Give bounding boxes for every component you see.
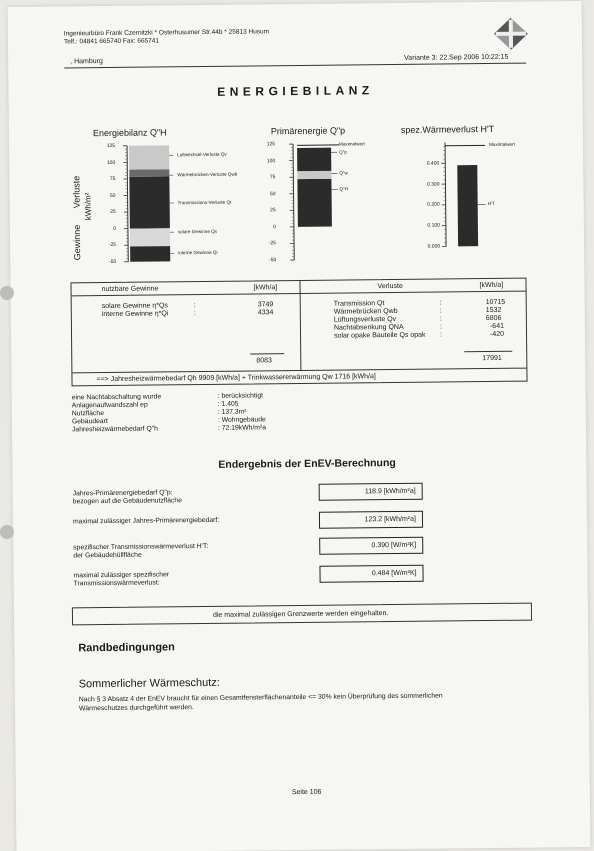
qp-series-label: Q"H [339,186,349,192]
bar-luftwechsel-verluste [129,145,169,169]
compliance-text: die maximal zulässigen Grenzwerte werden eingehalten. [212,610,389,619]
bar-qp [297,148,331,172]
info-label: Anlagenaufwandszahl ep [71,401,148,410]
qh-tick-label: 75 [109,176,116,183]
info-label: eine Nachtabschaltung wurde [71,393,162,402]
qp-series-label: Maximalwert [339,141,365,147]
gain-value: 3749 [257,301,274,309]
chart-qh-yaxis-unit: kWh/m² [83,192,93,221]
chart-qh-yaxis-bottom: Gewinne [71,224,83,261]
info-value: : Wohngebäude [217,416,266,424]
chart-qp-title: Primärenergie Q"p [270,125,346,137]
loss-sep: : [439,323,442,331]
loss-label: Transmission Qt [333,300,385,308]
loss-value: 6806 [485,314,502,323]
qh-series-label: Transmissions-Verluste Qt [177,199,232,205]
qp-tick-label: 125 [266,141,276,148]
table-footer: ==> Jahresheizwärmebedarf Qh 9909 [kWh/a] + Trinkwassererwärmung Qw 1716 [kWh/a] [96,373,376,384]
gain-label: interne Gewinne η*Qi [101,310,169,319]
ht-tick-label: 0.300 [426,181,440,188]
bar-interne-gewinne [130,246,170,262]
info-value: : 1.405 [217,400,239,408]
table-divider [299,281,301,370]
chart-qh-title: Energiebilanz Q"H [92,127,167,139]
document-page [8,1,591,851]
bar-ht [457,165,478,246]
qp-tick-label: -25 [268,240,277,247]
header-address: Ingenieurbüro Frank Czernitzki * Osterhusumer Str.44b * 25813 Husum [63,28,270,38]
info-value: : 137.3m² [217,408,247,416]
losses-sum-rule [464,351,512,353]
qp-tick-label: 25 [270,207,276,214]
qp-series-label: Q"w [339,170,348,176]
qp-tick-label: 75 [269,174,276,181]
loss-sep: : [439,307,442,315]
qh-tick-label: 100 [106,159,116,166]
qp-tick-label: -50 [268,257,277,264]
gains-sum-rule [250,353,284,354]
ht-series-label: H'T [487,201,495,207]
company-logo-icon [492,16,530,52]
losses-unit: [kWh/a] [479,281,504,290]
chart-ht-plot [405,136,486,255]
chart-qp-plot [271,137,352,266]
bar-qw [297,171,331,179]
loss-sep: : [439,299,442,307]
gains-rows [71,279,525,284]
gain-label: solare Gewinne η*Qs [101,302,168,311]
qp-tick-label: 50 [269,190,276,197]
energy-balance-table [70,278,527,387]
gain-sep: : [193,302,196,310]
info-block [8,1,582,7]
page-title: ENERGIEBILANZ [217,83,374,99]
losses-rows [71,279,525,284]
bar-solare-gewinne [130,228,170,246]
qp-tick-label: 0 [273,224,276,231]
loss-label: Nachtabsenkung QNA [333,323,404,332]
ht-tick-label: 0.400 [426,160,440,167]
chart-qh-labels [8,1,582,7]
ht-tick-label: 0.200 [427,201,440,209]
ht-tick-label: 0.000 [427,243,441,250]
info-value: : 72.19kWh/m²a [217,424,267,432]
info-label: Gebäudeart [71,418,108,426]
loss-value: 1532 [485,306,502,315]
header-phone: Telf.: 04841 665740 Fax: 665741 [63,37,160,46]
qh-axis [127,146,128,262]
result-label: spezifischer Transmissionswärmeverlust H'T: [73,542,209,552]
result-value-box: 118.9 [kWh/m²a] [319,483,423,501]
page-number: Seite 106 [291,788,322,797]
info-value: : berücksichtigt [217,392,264,400]
qh-series-label: solare Gewinne Qs [177,228,218,235]
qp-tick-label: 100 [266,157,276,164]
result-label: maximal zulässiger Jahres-Primärenergiebedarf: [72,516,220,526]
rand-subheading: Sommerlicher Wärmeschutz: [78,676,220,691]
bar-waermebruecken-verluste [129,169,169,177]
qh-series-label: interne Gewinne Qi [178,249,218,256]
chart-ht-labels [8,1,582,7]
qp-series-label: Q"p [339,149,347,155]
gain-sep: : [193,310,196,318]
header-variant: Variante 3: 22.Sep 2006 10:22:15 [404,53,509,62]
qh-series-label: Wärmebrücken-Verluste Qwb [177,171,238,178]
info-label: Jahresheizwärmebedarf Q"h [71,425,158,434]
bar-qh [297,179,331,227]
punch-hole-top [0,286,14,300]
ht-axis [445,142,446,246]
qh-tick-label: 125 [106,142,116,149]
header-location: , Hamburg [70,58,103,66]
losses-header: Verluste [377,282,403,291]
compliance-box [72,603,532,626]
rand-text-line1: Nach § 3 Absatz 4 der EnEV braucht für einen Gesamtfensterflächenanteile <= 30% kein Überprüfung des sommerlichen [78,692,443,704]
loss-value: -641 [489,322,505,330]
result-value-box: 123.2 [kWh/m²a] [319,511,423,529]
rand-text-line2: Wärmeschutzes durchgeführt werden. [78,704,194,713]
punch-hole-bottom [0,525,14,539]
loss-value: -420 [490,330,505,338]
loss-value: 10715 [485,298,506,307]
qh-tick-label: 50 [109,192,116,199]
qh-series-label: Luftwechsel-Verluste Qv [177,151,227,158]
qh-tick-label: -25 [108,242,117,249]
gains-total: 8083 [256,357,272,365]
result-sublabel: der Gebäudehüllfläche [73,551,142,560]
qh-tick-label: 0 [113,225,116,232]
loss-sep: : [440,331,443,339]
gain-value: 4334 [257,309,274,317]
loss-label: Lüftungsverluste Qv [333,315,397,324]
chart-ht-title: spez.Wärmeverlust H'T [400,123,495,135]
qh-tick-label: 25 [110,209,116,216]
result-label: maximal zulässiger spezifischer [73,571,170,580]
result-sublabel: Transmissionswärmeverlust: [73,579,160,588]
chart-qp-labels [8,1,582,7]
gains-header: nutzbare Gewinne [101,285,159,294]
chart-qh-yaxis-top: Verluste [71,175,82,209]
bar-transmission-verluste [129,176,170,228]
loss-sep: : [439,315,442,323]
rand-heading: Randbedingungen [78,641,175,655]
loss-label: solar opake Bauteile Qs opak [334,331,426,340]
gains-unit: [kWh/a] [253,284,278,292]
qh-tick-label: -50 [108,258,117,265]
result-value-box: 0.484 [W/m²K] [319,565,423,583]
losses-total: 17991 [482,354,502,363]
result-heading: Endergebnis der EnEV-Berechnung [218,456,396,471]
ht-max-label: Maximalwert [489,142,515,148]
result-sublabel: bezogen auf die Gebäudenutzfläche [72,497,183,506]
result-value-box: 0.390 [W/m²K] [319,537,423,555]
info-label: Nutzfläche [71,410,105,418]
loss-label: Wärmebrücken Qwb [333,307,398,316]
ht-tick-label: 0.100 [427,222,440,229]
qp-axis [293,144,294,260]
header-rule [64,63,526,69]
result-label: Jahres-Primärenergiebedarf Q"p: [72,489,173,498]
result-rows [8,1,582,7]
